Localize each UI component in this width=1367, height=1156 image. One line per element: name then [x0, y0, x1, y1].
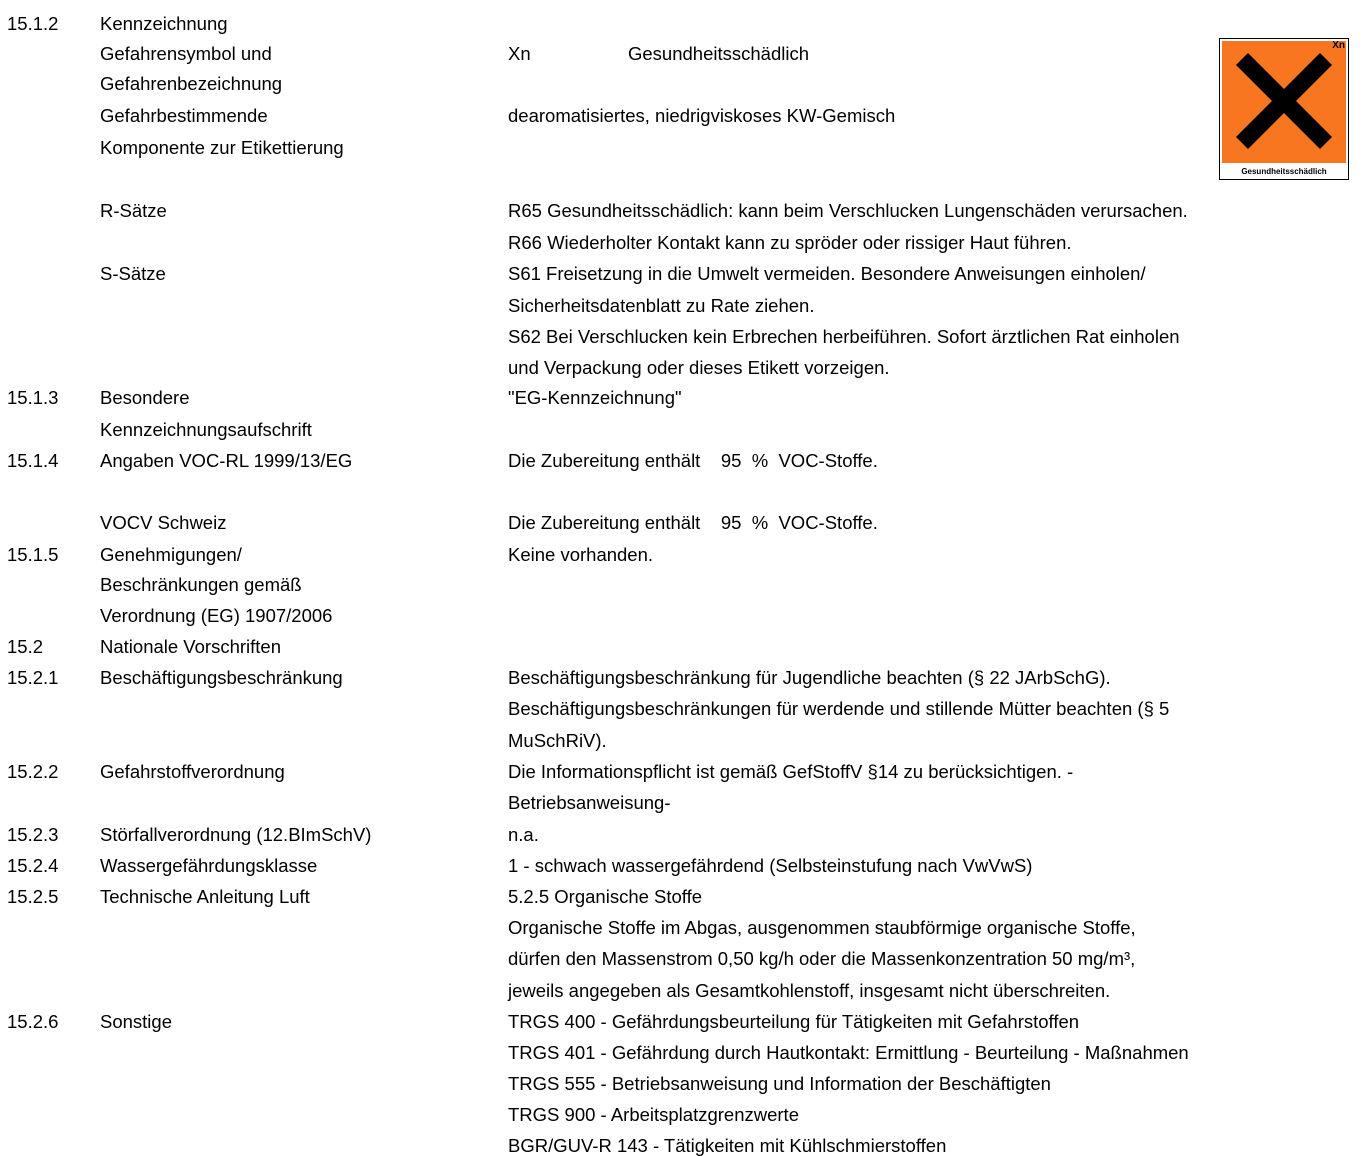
sonstige-line: BGR/GUV-R 143 - Tätigkeiten mit Kühlschmierstoffen: [508, 1135, 947, 1156]
gefahrstoff-label: Gefahrstoffverordnung: [100, 761, 285, 782]
section-number-15-1-2: 15.1.2: [7, 13, 59, 34]
section-number-15-2-1: 15.2.1: [7, 667, 59, 688]
section-title-kennzeichnung: Kennzeichnung: [100, 13, 228, 34]
vocv-value: Die Zubereitung enthält 95 % VOC-Stoffe.: [508, 512, 878, 533]
pictogram-caption: Gesundheitsschädlich: [1241, 167, 1327, 176]
gefahrensymbol-label-1: Gefahrensymbol und: [100, 43, 272, 64]
section-number-15-1-4: 15.1.4: [7, 450, 59, 471]
hazard-designation: Gesundheitsschädlich: [628, 43, 809, 64]
section-number-15-2-2: 15.2.2: [7, 761, 59, 782]
besondere-label-1: Besondere: [100, 387, 190, 408]
vocv-label: VOCV Schweiz: [100, 512, 227, 533]
wgk-label: Wassergefährdungsklasse: [100, 855, 318, 876]
gefahrstoff-line: Betriebsanweisung-: [508, 792, 671, 813]
genehmigungen-label-3: Verordnung (EG) 1907/2006: [100, 605, 333, 626]
wgk-value: 1 - schwach wassergefährdend (Selbsteinstufung nach VwVwS): [508, 855, 1033, 876]
hazard-pictogram: [1219, 38, 1349, 180]
pictogram-code: Xn: [1332, 40, 1345, 51]
ta-luft-line: jeweils angegeben als Gesamtkohlenstoff, insgesamt nicht überschreiten.: [508, 980, 1111, 1001]
section-number-15-2-5: 15.2.5: [7, 886, 59, 907]
section-number-15-2-6: 15.2.6: [7, 1011, 59, 1032]
section-number-15-2-4: 15.2.4: [7, 855, 59, 876]
s-saetze-line: S62 Bei Verschlucken kein Erbrechen herbeiführen. Sofort ärztlichen Rat einholen: [508, 326, 1180, 347]
r-saetze-label: R-Sätze: [100, 200, 167, 221]
besondere-value: "EG-Kennzeichnung": [508, 387, 682, 408]
ta-luft-line: Organische Stoffe im Abgas, ausgenommen staubförmige organische Stoffe,: [508, 917, 1136, 938]
r-saetze-line: R65 Gesundheitsschädlich: kann beim Verschlucken Lungenschäden verursachen.: [508, 200, 1188, 221]
voc-rl-value: Die Zubereitung enthält 95 % VOC-Stoffe.: [508, 450, 878, 471]
genehmigungen-value: Keine vorhanden.: [508, 544, 654, 565]
genehmigungen-label-1: Genehmigungen/: [100, 544, 242, 565]
r-saetze-line: R66 Wiederholter Kontakt kann zu spröder oder rissiger Haut führen.: [508, 232, 1072, 253]
s-saetze-line: und Verpackung oder dieses Etikett vorzeigen.: [508, 357, 890, 378]
komponente-value: dearomatisiertes, niedrigviskoses KW-Gemisch: [508, 105, 896, 126]
ta-luft-label: Technische Anleitung Luft: [100, 886, 310, 907]
s-saetze-label: S-Sätze: [100, 263, 166, 284]
sonstige-label: Sonstige: [100, 1011, 172, 1032]
section-number-15-1-3: 15.1.3: [7, 387, 59, 408]
beschaeftigung-line: Beschäftigungsbeschränkungen für werdende und stillende Mütter beachten (§ 5: [508, 698, 1170, 719]
stoerfall-label: Störfallverordnung (12.BImSchV): [100, 824, 372, 845]
gefahrstoff-line: Die Informationspflicht ist gemäß GefStoffV §14 zu berücksichtigen. -: [508, 761, 1074, 782]
section-number-15-1-5: 15.1.5: [7, 544, 59, 565]
ta-luft-line: dürfen den Massenstrom 0,50 kg/h oder die Massenkonzentration 50 mg/m³,: [508, 948, 1136, 969]
section-number-15-2: 15.2: [7, 636, 44, 657]
gefahrensymbol-label-2: Gefahrenbezeichnung: [100, 73, 283, 94]
beschaeftigung-label: Beschäftigungsbeschränkung: [100, 667, 343, 688]
ta-luft-line: 5.2.5 Organische Stoffe: [508, 886, 703, 907]
sonstige-line: TRGS 401 - Gefährdung durch Hautkontakt: Ermittlung - Beurteilung - Maßnahmen: [508, 1042, 1189, 1063]
x-cross-icon: [1236, 53, 1332, 149]
komponente-label-1: Gefahrbestimmende: [100, 105, 268, 126]
genehmigungen-label-2: Beschränkungen gemäß: [100, 574, 302, 595]
sonstige-line: TRGS 400 - Gefährdungsbeurteilung für Tätigkeiten mit Gefahrstoffen: [508, 1011, 1080, 1032]
beschaeftigung-line: Beschäftigungsbeschränkung für Jugendliche beachten (§ 22 JArbSchG).: [508, 667, 1111, 688]
hazard-code: Xn: [508, 43, 531, 64]
s-saetze-line: S61 Freisetzung in die Umwelt vermeiden. Besondere Anweisungen einholen/: [508, 263, 1146, 284]
voc-rl-label: Angaben VOC-RL 1999/13/EG: [100, 450, 353, 471]
sonstige-line: TRGS 555 - Betriebsanweisung und Information der Beschäftigten: [508, 1073, 1051, 1094]
besondere-label-2: Kennzeichnungsaufschrift: [100, 419, 312, 440]
s-saetze-line: Sicherheitsdatenblatt zu Rate ziehen.: [508, 295, 815, 316]
stoerfall-value: n.a.: [508, 824, 539, 845]
section-number-15-2-3: 15.2.3: [7, 824, 59, 845]
section-title-nationale-vorschriften: Nationale Vorschriften: [100, 636, 281, 657]
komponente-label-2: Komponente zur Etikettierung: [100, 137, 344, 158]
beschaeftigung-line: MuSchRiV).: [508, 730, 607, 751]
sonstige-line: TRGS 900 - Arbeitsplatzgrenzwerte: [508, 1104, 799, 1125]
